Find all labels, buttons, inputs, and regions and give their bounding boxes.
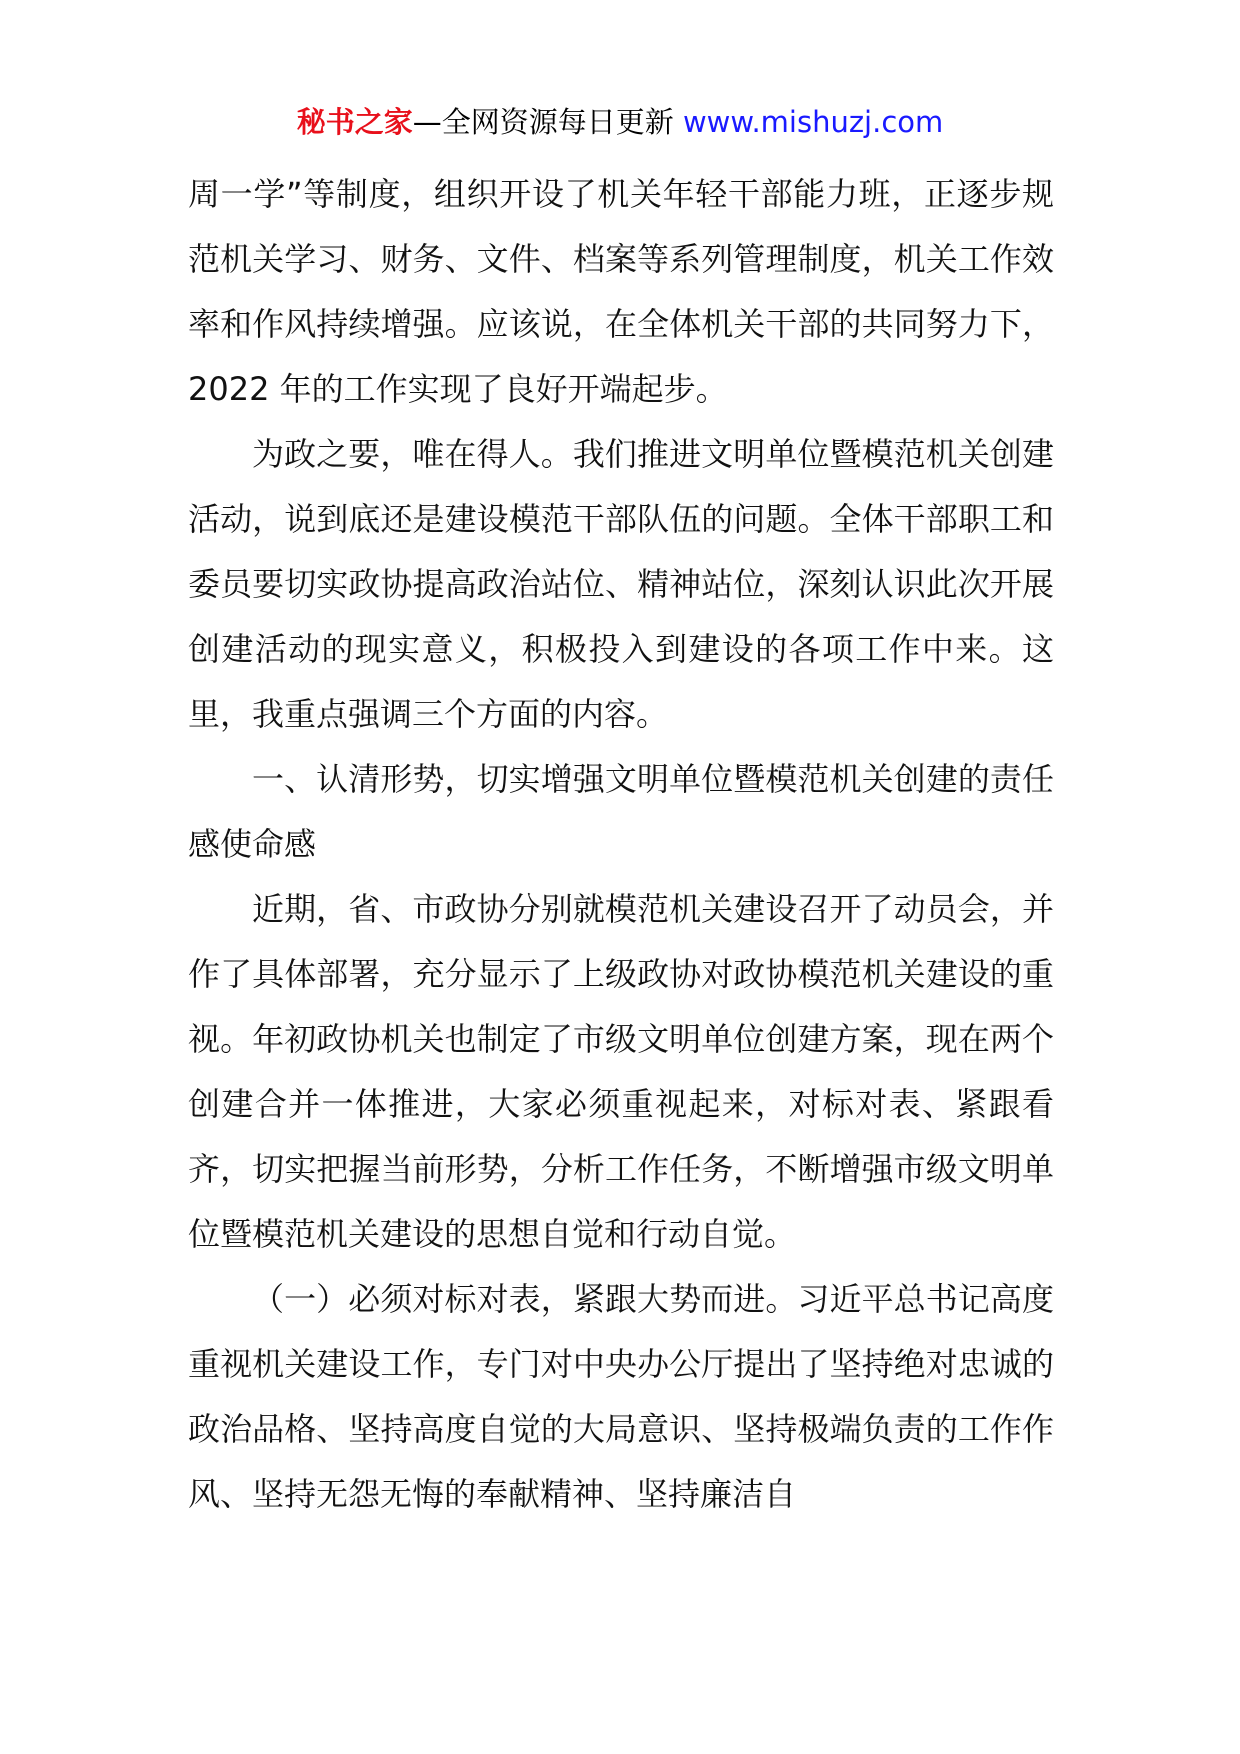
header-brand: 秘书之家 bbox=[296, 105, 413, 139]
subsection-paragraph: （一）必须对标对表，紧跟大势而进。习近平总书记高度重视机关建设工作，专门对中央办公厅提出了坚持绝对忠诚的政治品格、坚持高度自觉的大局意识、坚持极端负责的工作作风、坚持无怨无悔的奉献精神、坚持廉洁自 bbox=[188, 1280, 1054, 1513]
paragraph: 近期，省、市政协分别就模范机关建设召开了动员会，并作了具体部署，充分显示了上级政协对政协模范机关建设的重视。年初政协机关也制定了市级文明单位创建方案，现在两个创建合并一体推进，大家必须重视起来，对标对表、紧跟看齐，切实把握当前形势，分析工作任务，不断增强市级文明单位暨模范机关建设的思想自觉和行动自觉。 bbox=[188, 890, 1054, 1253]
document-body bbox=[188, 162, 1054, 1527]
header-url-link[interactable]: www.mishuzj.com bbox=[682, 105, 944, 139]
paragraph: 为政之要，唯在得人。我们推进文明单位暨模范机关创建活动，说到底还是建设模范干部队伍的问题。全体干部职工和委员要切实政协提高政治站位、精神站位，深刻认识此次开展创建活动的现实意义，积极投入到建设的各项工作中来。这里，我重点强调三个方面的内容。 bbox=[188, 435, 1054, 733]
page-header bbox=[0, 100, 1240, 144]
section-heading: 一、认清形势，切实增强文明单位暨模范机关创建的责任感使命感 bbox=[188, 760, 1054, 863]
paragraph-continuation: 周一学”等制度，组织开设了机关年轻干部能力班，正逐步规范机关学习、财务、文件、档案等系列管理制度，机关工作效率和作风持续增强。应该说，在全体机关干部的共同努力下，2022 年的工作实现了良好开端起步。 bbox=[188, 175, 1054, 408]
header-tagline: —全网资源每日更新 bbox=[412, 105, 674, 139]
